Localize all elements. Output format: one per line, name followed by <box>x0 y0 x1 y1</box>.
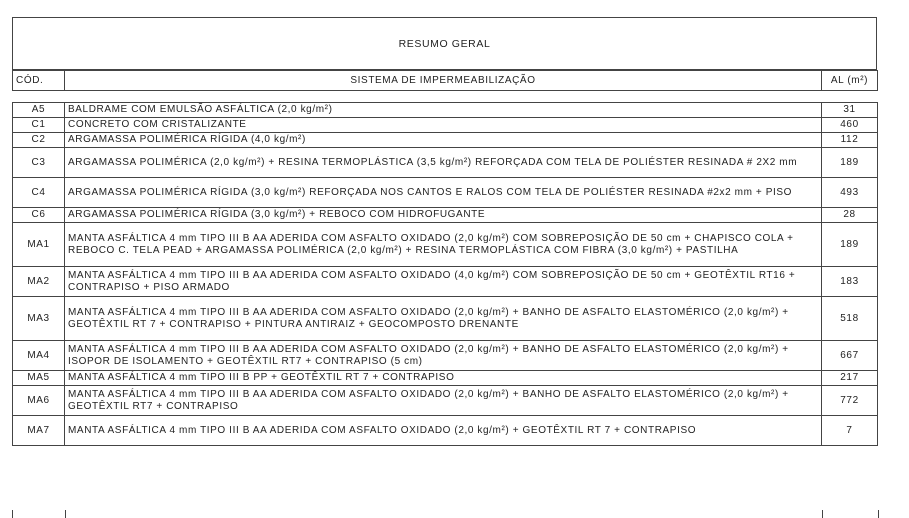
row-description: ARGAMASSA POLIMÉRICA RÍGIDA (4,0 kg/m²) <box>65 133 822 148</box>
row-code: C2 <box>13 133 65 148</box>
row-code: MA6 <box>13 386 65 416</box>
table-row <box>13 371 878 386</box>
summary-sheet <box>12 17 877 446</box>
table-row <box>13 118 878 133</box>
table-row <box>13 386 878 416</box>
row-code: C6 <box>13 208 65 223</box>
row-code: MA1 <box>13 223 65 267</box>
row-description: ARGAMASSA POLIMÉRICA (2,0 kg/m²) + RESINA TERMOPLÁSTICA (3,5 kg/m²) REFORÇADA COM TELA DE POLIÉSTER RESINADA # 2X2 mm <box>65 148 822 178</box>
row-area: 112 <box>822 133 878 148</box>
systems-table <box>12 102 878 446</box>
row-code: A5 <box>13 103 65 118</box>
row-code: MA5 <box>13 371 65 386</box>
table-row <box>13 341 878 371</box>
row-code: C1 <box>13 118 65 133</box>
header-system: SISTEMA DE IMPERMEABILIZAÇÃO <box>65 71 822 91</box>
row-description: ARGAMASSA POLIMÉRICA RÍGIDA (3,0 kg/m²) + REBOCO COM HIDROFUGANTE <box>65 208 822 223</box>
row-description: ARGAMASSA POLIMÉRICA RÍGIDA (3,0 kg/m²) REFORÇADA NOS CANTOS E RALOS COM TELA DE POLIÉSTER RESINADA #2x2 mm + PISO <box>65 178 822 208</box>
table-row <box>13 178 878 208</box>
row-area: 518 <box>822 297 878 341</box>
row-code: MA7 <box>13 416 65 446</box>
row-description: MANTA ASFÁLTICA 4 mm TIPO III B PP + GEOTÊXTIL RT 7 + CONTRAPISO <box>65 371 822 386</box>
row-area: 189 <box>822 148 878 178</box>
row-code: MA2 <box>13 267 65 297</box>
header-code: CÓD. <box>13 71 65 91</box>
table-header <box>12 70 878 91</box>
row-area: 772 <box>822 386 878 416</box>
row-description: MANTA ASFÁLTICA 4 mm TIPO III B AA ADERIDA COM ASFALTO OXIDADO (2,0 kg/m²) + BANHO DE ASFALTO ELASTOMÉRICO (2,0 kg/m²) + GEOTÊXTIL RT 7 + CONTRAPISO + PINTURA ANTIRAIZ + GEOCOMPOSTO DRENANTE <box>65 297 822 341</box>
row-area: 31 <box>822 103 878 118</box>
row-description: MANTA ASFÁLTICA 4 mm TIPO III B AA ADERIDA COM ASFALTO OXIDADO (2,0 kg/m²) + BANHO DE ASFALTO ELASTOMÉRICO (2,0 kg/m²) + ISOPOR DE ISOLAMENTO + GEOTÊXTIL RT7 + CONTRAPISO (5 cm) <box>65 341 822 371</box>
row-area: 28 <box>822 208 878 223</box>
continuation-divider <box>65 510 66 518</box>
table-title <box>12 17 877 70</box>
row-code: C4 <box>13 178 65 208</box>
table-row <box>13 103 878 118</box>
table-row <box>13 133 878 148</box>
row-code: C3 <box>13 148 65 178</box>
row-description: CONCRETO COM CRISTALIZANTE <box>65 118 822 133</box>
row-code: MA3 <box>13 297 65 341</box>
header-area: AL (m²) <box>822 71 878 91</box>
table-row <box>13 208 878 223</box>
row-description: MANTA ASFÁLTICA 4 mm TIPO III B AA ADERIDA COM ASFALTO OXIDADO (2,0 kg/m²) + GEOTÊXTIL RT 7 + CONTRAPISO <box>65 416 822 446</box>
continuation-divider <box>822 510 823 518</box>
table-row <box>13 267 878 297</box>
row-area: 493 <box>822 178 878 208</box>
table-row <box>13 416 878 446</box>
table-title-text: RESUMO GERAL <box>398 37 491 50</box>
table-row <box>13 148 878 178</box>
table-row <box>13 223 878 267</box>
row-area: 667 <box>822 341 878 371</box>
row-area: 183 <box>822 267 878 297</box>
table-row <box>13 297 878 341</box>
header-spacer <box>12 91 877 102</box>
row-area: 7 <box>822 416 878 446</box>
row-description: BALDRAME COM EMULSÃO ASFÁLTICA (2,0 kg/m²) <box>65 103 822 118</box>
row-code: MA4 <box>13 341 65 371</box>
row-area: 217 <box>822 371 878 386</box>
table-continuation <box>12 510 879 518</box>
header-row <box>13 71 878 91</box>
row-area: 460 <box>822 118 878 133</box>
row-description: MANTA ASFÁLTICA 4 mm TIPO III B AA ADERIDA COM ASFALTO OXIDADO (2,0 kg/m²) + BANHO DE ASFALTO ELASTOMÉRICO (2,0 kg/m²) + GEOTÊXTIL RT7 + CONTRAPISO <box>65 386 822 416</box>
row-area: 189 <box>822 223 878 267</box>
row-description: MANTA ASFÁLTICA 4 mm TIPO III B AA ADERIDA COM ASFALTO OXIDADO (4,0 kg/m²) COM SOBREPOSIÇÃO DE 50 cm + GEOTÊXTIL RT16 + CONTRAPISO + PISO ARMADO <box>65 267 822 297</box>
row-description: MANTA ASFÁLTICA 4 mm TIPO III B AA ADERIDA COM ASFALTO OXIDADO (2,0 kg/m²) COM SOBREPOSIÇÃO DE 50 cm + CHAPISCO COLA + REBOCO C. TELA PEAD + ARGAMASSA POLIMÉRICA (2,0 kg/m²) + RESINA TERMOPLÁSTICA COM FIBRA (3,0 kg/m²) + PASTILHA <box>65 223 822 267</box>
